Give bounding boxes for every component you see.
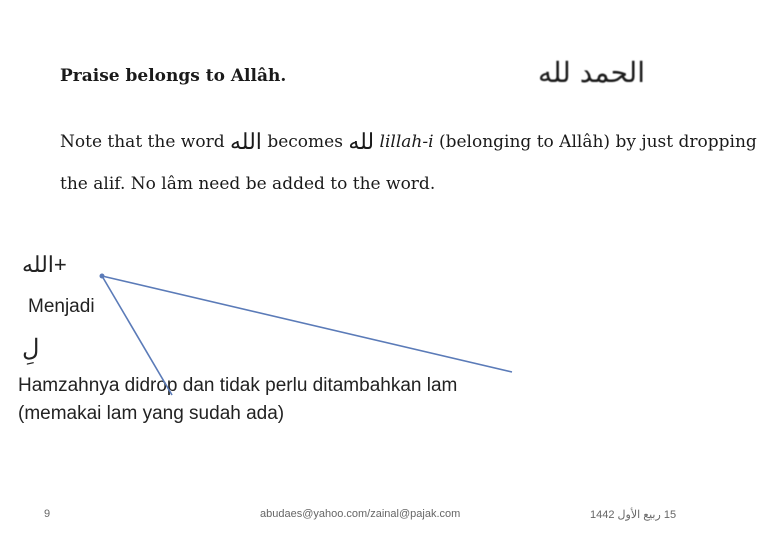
scan-text: becomes: [267, 132, 343, 152]
scan-text: Note that the word: [60, 132, 225, 152]
footer-date: 15 ربيع الأول 1442: [590, 509, 677, 521]
footer-page-number: 9: [44, 508, 51, 520]
connector-line-down: [102, 276, 172, 395]
scan-arabic-allah: الله: [230, 130, 262, 155]
scan-line-praise: Praise belongs to Allâh.: [60, 66, 287, 86]
formula-plus: +: [53, 252, 67, 277]
explanation-line-2: (memakai lam yang sudah ada): [18, 403, 285, 424]
scan-text: (belonging to Allâh) by just dropping: [438, 132, 757, 152]
lam-symbol: لِ: [22, 335, 40, 362]
connector-line-right: [102, 276, 512, 372]
menjadi-label: Menjadi: [28, 296, 95, 317]
formula-arabic: الله: [22, 252, 54, 277]
scan-arabic-lillah: لله: [348, 130, 375, 155]
scan-italic-lillah: lillah-i: [379, 132, 434, 152]
explanation-line-1: Hamzahnya didrop dan tidak perlu ditambahkan lam: [18, 375, 458, 396]
footer-email: abudaes@yahoo.com/zainal@pajak.com: [260, 508, 461, 520]
scan-heading-arabic: الحمد لله: [538, 56, 645, 89]
scan-line-alif: the alif. No lâm need be added to the word.: [60, 174, 436, 194]
